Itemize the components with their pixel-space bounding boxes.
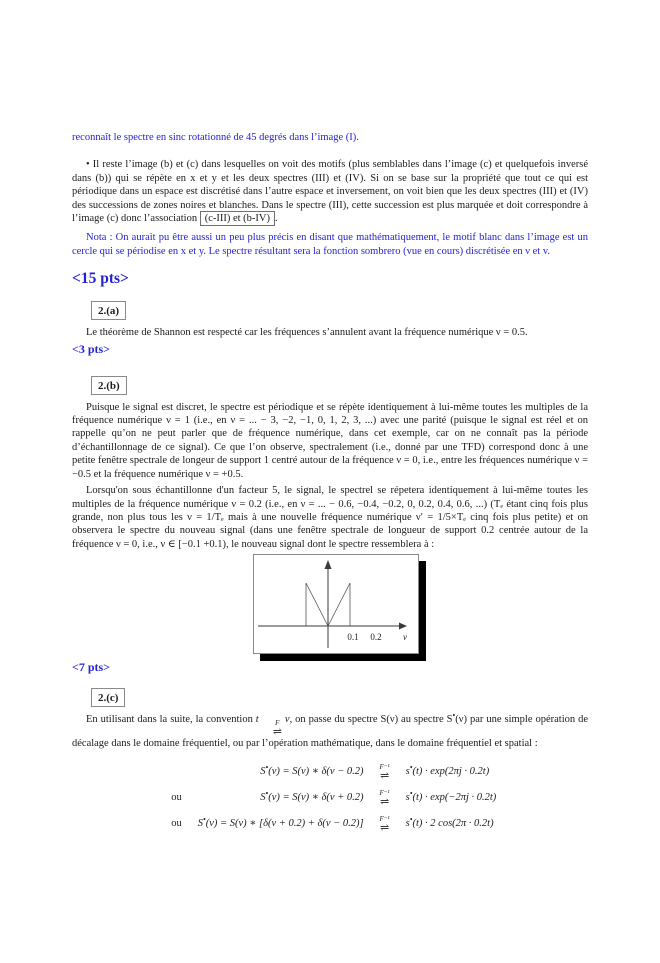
section-2c-intro-part3: (ν) par une simple opération de décalage dans le domaine fréquentiel, ou par l’opération mathématique, dans le domaine fréquentiel et spatial : (72, 714, 588, 750)
equation-1-relation (380, 764, 390, 781)
intro-line: reconnaît le spectre en sinc rotationné de 45 degrés dans l’image (I). (72, 132, 359, 143)
equation-2-relation (380, 790, 390, 807)
section-2c-box: 2.(c) (91, 688, 125, 707)
nota-paragraph: Nota : On aurait pu être aussi un peu plus précis en disant que mathématiquement, le motif blanc dans l’image est un cercle qui se périodise en x et y. Le spectre résultant sera la fonction sombrero (vue en cours) discrétisée en ν et v. (72, 232, 588, 257)
association-answer-box: (c-III) et (b-IV) (200, 211, 275, 226)
equation-block (72, 764, 588, 833)
equation-2-rhs-rest: (t) · exp(−2πj · 0.2t) (412, 792, 497, 804)
x-axis-nu-label: ν (403, 632, 407, 643)
equation-3-harpoon-symbol: ⇌ (379, 821, 390, 834)
equation-1-rhs-sup: • (409, 763, 413, 773)
spectrum-figure-svg (254, 555, 416, 651)
section-2c-intro-part2: , on passe du spectre S(ν) au spectre S (289, 714, 453, 726)
harpoon-symbol: ⇌ (272, 726, 282, 739)
equation-1-lhs-sup: • (265, 763, 269, 773)
equation-1-rhs-rest: (t) · exp(2πj · 0.2t) (412, 766, 490, 778)
fourier-harpoon-inline-sup: F (275, 719, 280, 728)
section-2a-text: Le théorème de Shannon est respecté car les fréquences s’annulent avant la fréquence numérique ν = 0.5. (86, 327, 528, 339)
equation-3-rhs-sup: • (409, 815, 413, 825)
equation-1-relation-sup: F⁻¹ (379, 762, 390, 771)
convention-t: t (255, 714, 259, 726)
bullet-superscript: • (452, 711, 456, 721)
equation-2-lhs-letter: S (260, 792, 266, 804)
equation-1-rhs-letter: s (405, 766, 410, 778)
spectrum-figure (253, 554, 419, 654)
section-2b-box: 2.(b) (91, 376, 127, 395)
equation-2-rhs-letter: s (405, 792, 410, 804)
equation-1-harpoon-symbol: ⇌ (379, 769, 390, 782)
points-3-label: <3 pts> (72, 341, 111, 356)
equation-2-rhs (406, 791, 497, 804)
equation-2-lhs (198, 791, 364, 804)
equation-2-relation-sup: F⁻¹ (379, 788, 390, 797)
y-axis-arrow-icon (325, 560, 332, 569)
section-2b-paragraph-1: Puisque le signal est discret, le spectre est périodique et se répète identiquement à lui-même toutes les multiples de la fréquence numérique ν = 1 (i.e., en ν = ... − 3, −2, −1, 0, 1, 2, 3, ...) avec une parité (puisque le signal est réel et on rappelle qu’on ne peut parler que de fréquence numérique, dans cet exemple, car on ne connaît pas la période d’échantillonnage de ce signal). Ce que l’on observe, spectralement (i.e., donné par une TFD) correspond donc à une petite fenêtre spectrale de longeur de support 1 centré autour de la fréquence ν = 0, i.e., entre les fréquences numérique ν = −0.5 et la fréquence numérique ν = +0.5. (72, 401, 588, 480)
equation-3-prefix: ou (171, 818, 182, 830)
equation-2-lhs-sup: • (265, 789, 269, 799)
equation-3-lhs-rest: (ν) = S(ν) ∗ [δ(ν + 0.2) + δ(ν − 0.2)] (205, 818, 364, 830)
equation-3-relation-sup: F⁻¹ (379, 814, 390, 823)
section-2b (72, 356, 588, 674)
equation-3-lhs-letter: S (197, 818, 203, 830)
equation-2-rhs-sup: • (409, 789, 413, 799)
bullet-paragraph-suffix: . (275, 213, 278, 225)
points-15-label: <15 pts> (72, 270, 129, 288)
fourier-harpoon-inline (259, 720, 282, 737)
equation-1-lhs (198, 765, 364, 778)
equation-2-harpoon-symbol: ⇌ (379, 795, 390, 808)
x-tick-label-0-1: 0.1 (347, 632, 359, 643)
equation-3-rhs (406, 817, 497, 830)
equation-1-lhs-letter: S (260, 766, 266, 778)
bullet-paragraph (72, 158, 588, 225)
points-7-label: <7 pts> (72, 660, 111, 675)
equation-2-prefix: ou (171, 792, 182, 804)
equation-3-rhs-rest: (t) · 2 cos(2π · 0.2t) (412, 818, 494, 830)
spectrum-left-ramp (306, 583, 328, 626)
equation-3-relation (380, 816, 390, 833)
equation-3-lhs (198, 817, 364, 830)
x-tick-label-0-2: 0.2 (370, 632, 382, 643)
x-axis-arrow-icon (399, 623, 407, 630)
section-2c-intro-part1: En utilisant dans la suite, la convention (86, 714, 256, 726)
equation-3-lhs-sup: • (202, 815, 206, 825)
spectrum-right-ramp (328, 583, 350, 626)
bullet-paragraph-text: • Il reste l’image (b) et (c) dans lesquelles on voit des motifs (plus semblables dans l’image (c) et quelquefois inversé dans (b)) qui se répète en x et y et les deux spectres (III) et (IV). Si on se base sur la propriété que tout ce qui est périodique dans un espace est discrétisé dans l’autre espace et inversement, on voit bien que les deux spectres (III) et (IV) des successions de zones noires et blanches. Dans le spectre (III), cette succession est plus marquée et doit correspondre à l’image (c) donc l’association (72, 159, 588, 225)
equation-3-rhs-letter: s (405, 818, 410, 830)
equation-2-lhs-rest: (ν) = S(ν) ∗ δ(ν + 0.2) (268, 792, 364, 804)
section-2c (72, 674, 588, 832)
section-2a (72, 288, 588, 355)
equation-1-lhs-rest: (ν) = S(ν) ∗ δ(ν − 0.2) (268, 766, 364, 778)
section-2b-paragraph-2: Lorsqu'on sous échantillonne d'un facteur 5, le signal, le spectrel se répetera identiquement à lui-même toutes les multiples de la fréquence numérique ν = 0.2 (i.e., en ν = ... − 0.6, −0.4, −0.2, 0, 0.2, 0.4, 0.6, ...) (Tₑ étant cinq fois plus grande, non plus tous les ν = 1/Tₑ mais à une nouvelle fréquence numérique ν′ = 1/5×Tₑ cinq fois plus petite) et on observera le spectre du nouveau signal (dans une fenêtre spectrale de longueur de support 0.2 centrée autour de la fréquence ν = 0, i.e., ν ∈ [−0.1 +0.1), le nouveau signal dont le spectre ressemblera à : (72, 485, 588, 550)
section-2c-intro (72, 713, 588, 750)
section-2a-box: 2.(a) (91, 301, 126, 320)
convention-nu: ν (281, 714, 290, 726)
equation-1-rhs (406, 765, 497, 778)
